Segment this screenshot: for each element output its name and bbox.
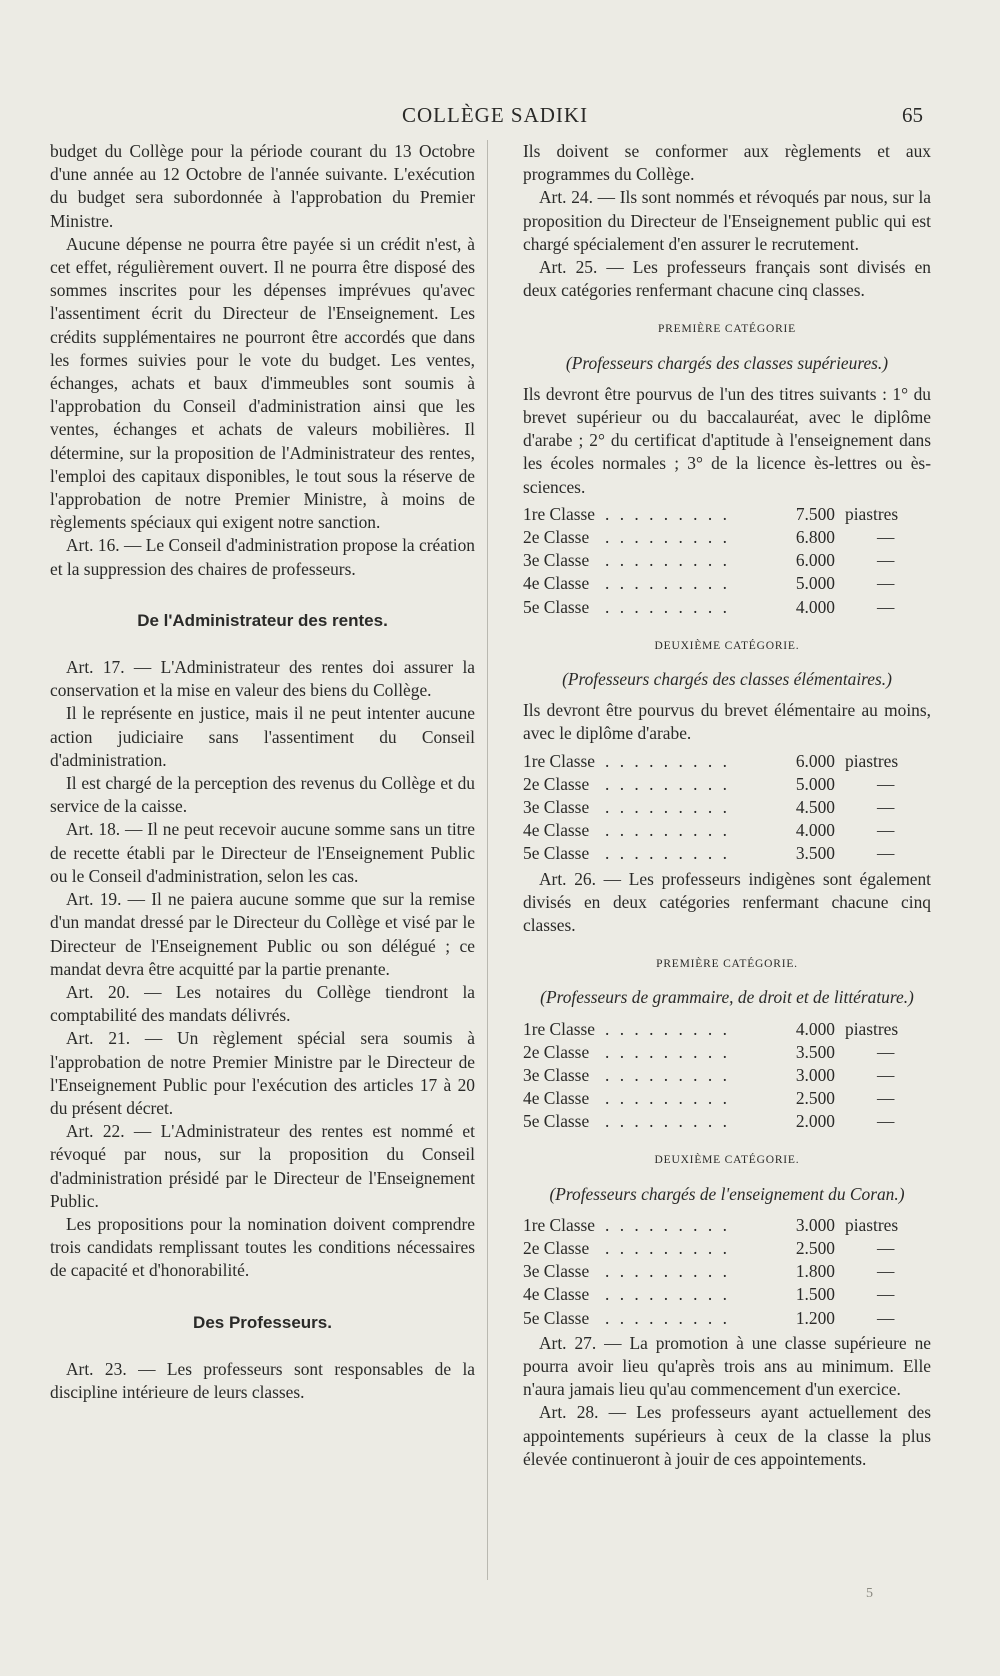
salary-row (523, 1214, 931, 1237)
left-column (50, 140, 475, 1404)
salary-amount: 2.500 (795, 1088, 835, 1109)
paragraph: Art. 20. — Les notaires du Collège tiendront la comptabilité des mandats délivrés. (50, 981, 475, 1026)
paragraph: Art. 26. — Les professeurs indigènes sont également divisés en deux catégories renfermant chacune cinq classes. (523, 868, 931, 935)
running-header (0, 103, 1000, 133)
salary-unit: — (877, 1111, 895, 1132)
paragraph: Art. 16. — Le Conseil d'administration propose la création et la suppression des chaires de professeurs. (50, 535, 475, 579)
salary-amount: 3.000 (795, 1064, 835, 1085)
salary-row (523, 526, 931, 549)
class-label: 3e Classe (523, 1064, 590, 1085)
category-subtitle: (Professeurs chargés de l'enseignement du Coran.) (549, 1183, 905, 1204)
salary-row (523, 750, 931, 773)
paragraph: Art. 24. — Ils sont nommés et révoqués par nous, sur la proposition du Directeur de l'Enseignement public qui est chargé spécialement d'en assurer le recrutement. (523, 187, 931, 254)
leader-dots: . . . . . . . . . (605, 1111, 730, 1132)
salary-amount: 6.000 (795, 550, 835, 571)
salary-unit: — (877, 573, 895, 594)
class-label: 1re Classe (523, 1018, 595, 1039)
salary-row (523, 572, 931, 595)
leader-dots: . . . . . . . . . (605, 527, 730, 548)
salary-amount: 2.000 (795, 1111, 835, 1132)
salary-amount: 1.500 (795, 1284, 835, 1305)
salary-table (523, 750, 931, 866)
salary-amount: 7.500 (795, 503, 835, 524)
paragraph: Art. 22. — L'Administrateur des rentes est nommé et révoqué par nous, sur la proposition du Conseil d'administration présidé par le Directeur de l'Enseignement Public. (50, 1121, 475, 1211)
salary-unit: — (877, 1238, 895, 1259)
salary-unit: piastres (845, 1018, 899, 1039)
class-label: 5e Classe (523, 1111, 590, 1132)
class-label: 4e Classe (523, 1284, 590, 1305)
leader-dots: . . . . . . . . . (605, 1284, 730, 1305)
salary-unit: — (877, 1307, 895, 1328)
class-label: 3e Classe (523, 796, 590, 817)
page-number: 65 (902, 103, 923, 127)
salary-row (523, 1307, 931, 1330)
salary-row (523, 503, 931, 526)
paragraph: Art. 27. — La promotion à une classe supérieure ne pourra avoir lieu qu'après trois ans au minimum. Elle n'aura jamais lieu qu'au commencement d'un exercice. (523, 1332, 931, 1400)
salary-table (523, 503, 931, 619)
salary-unit: — (877, 1261, 895, 1282)
paragraph: Art. 28. — Les professeurs ayant actuellement des appointements supérieurs à ceux de la classe la plus élevée continueront à jouir de ces appointements. (523, 1402, 931, 1469)
salary-unit: — (877, 1064, 895, 1085)
paragraph: Ils devront être pourvus du brevet élémentaire au moins, avec le diplôme d'arabe. (523, 700, 931, 744)
salary-unit: — (877, 773, 895, 794)
paragraph: Aucune dépense ne pourra être payée si un crédit n'est, à cet effet, régulièrement ouvert. Il ne pourra être disposé des sommes inscrites pour les dépenses imprévues qu'avec l'assentiment écrit du Directeur de l'Enseignement. Les crédits supplémentaires ne pourront être accordés que dans les formes suivies pour le vote du budget. Les ventes, échanges, achats et baux d'immeubles sont soumis à l'approbation du Conseil d'administration ainsi que les ventes, échanges et achats de valeurs mobilières. Il détermine, sur la proposition de l'Administrateur des rentes, l'emploi des capitaux disponibles, le tout sous la réserve de l'approbation de notre Premier Ministre, à moins de règlements spéciaux qui exigent notre sanction. (50, 233, 475, 533)
paragraph: Art. 25. — Les professeurs français sont divisés en deux catégories renfermant chacune cinq classes. (523, 257, 931, 301)
class-label: 4e Classe (523, 1088, 590, 1109)
class-label: 3e Classe (523, 550, 590, 571)
category-subtitle: (Professeurs chargés des classes élémentaires.) (562, 668, 892, 689)
section-heading-administrateur: De l'Administrateur des rentes. (137, 610, 388, 630)
leader-dots: . . . . . . . . . (605, 1214, 730, 1235)
salary-unit: — (877, 820, 895, 841)
leader-dots: . . . . . . . . . (605, 1041, 730, 1062)
category-title: DEUXIÈME CATÉGORIE. (654, 639, 800, 652)
salary-unit: — (877, 843, 895, 864)
leader-dots: . . . . . . . . . (605, 750, 730, 771)
salary-amount: 3.000 (795, 1214, 835, 1235)
category-title: PREMIÈRE CATÉGORIE (657, 323, 797, 336)
salary-unit: — (877, 550, 895, 571)
salary-amount: 4.500 (795, 796, 835, 817)
salary-row (523, 596, 931, 619)
paragraph: Art. 23. — Les professeurs sont responsables de la discipline intérieure de leurs classes. (50, 1358, 475, 1402)
salary-amount: 3.500 (795, 1041, 835, 1062)
class-label: 1re Classe (523, 1214, 595, 1235)
salary-amount: 5.000 (795, 773, 835, 794)
leader-dots: . . . . . . . . . (605, 843, 730, 864)
paragraph: Il est chargé de la perception des revenus du Collège et du service de la caisse. (50, 773, 475, 817)
salary-row (523, 1237, 931, 1260)
signature-mark: 5 (866, 1586, 873, 1601)
category-subtitle: (Professeurs de grammaire, de droit et de littérature.) (540, 987, 914, 1008)
salary-row (523, 1087, 931, 1110)
class-label: 4e Classe (523, 820, 590, 841)
class-label: 1re Classe (523, 750, 595, 771)
right-column (523, 140, 931, 1471)
salary-amount: 4.000 (795, 1018, 835, 1039)
paragraph: Art. 19. — Il ne paiera aucune somme que sur la remise d'un mandat dressé par le Directeur du Collège et visé par le Directeur de l'Enseignement Public ou son délégué ; ce mandat devra être acquitté par la partie prenante. (50, 889, 475, 979)
salary-amount: 3.500 (795, 843, 835, 864)
salary-row (523, 549, 931, 572)
salary-row (523, 1018, 931, 1041)
paragraph: Les propositions pour la nomination doivent comprendre trois candidats remplissant toutes les conditions nécessaires de capacité et d'honorabilité. (50, 1213, 475, 1281)
class-label: 2e Classe (523, 1238, 590, 1259)
leader-dots: . . . . . . . . . (605, 1088, 730, 1109)
salary-amount: 2.500 (795, 1238, 835, 1259)
class-label: 2e Classe (523, 1041, 590, 1062)
leader-dots: . . . . . . . . . (605, 1018, 730, 1039)
salary-amount: 6.000 (795, 750, 835, 771)
paragraph: Ils devront être pourvus de l'un des titres suivants : 1° du brevet supérieur ou du baccalauréat, avec le diplôme d'arabe ; 2° du certificat d'aptitude à l'enseignement dans les écoles normales ; 3° de la licence ès-lettres ou ès-sciences. (523, 383, 931, 497)
salary-amount: 6.800 (795, 527, 835, 548)
class-label: 5e Classe (523, 596, 590, 617)
running-title: COLLÈGE SADIKI (402, 103, 589, 127)
salary-table (523, 1214, 931, 1330)
leader-dots: . . . . . . . . . (605, 503, 730, 524)
salary-row (523, 819, 931, 842)
category-title: DEUXIÈME CATÉGORIE. (654, 1154, 800, 1167)
leader-dots: . . . . . . . . . (605, 773, 730, 794)
leader-dots: . . . . . . . . . (605, 1238, 730, 1259)
section-heading-professeurs: Des Professeurs. (193, 1312, 332, 1332)
class-label: 4e Classe (523, 573, 590, 594)
paragraph: Il le représente en justice, mais il ne peut intenter aucune action judiciaire sans l'assentiment du Conseil d'administration. (50, 703, 475, 770)
salary-row (523, 1064, 931, 1087)
salary-unit: piastres (845, 1214, 899, 1235)
salary-unit: — (877, 1041, 895, 1062)
salary-amount: 4.000 (795, 820, 835, 841)
salary-row (523, 1260, 931, 1283)
leader-dots: . . . . . . . . . (605, 573, 730, 594)
salary-amount: 5.000 (795, 573, 835, 594)
leader-dots: . . . . . . . . . (605, 550, 730, 571)
salary-unit: — (877, 796, 895, 817)
salary-row (523, 1041, 931, 1064)
salary-row (523, 842, 931, 865)
paragraph: Ils doivent se conformer aux règlements et aux programmes du Collège. (523, 141, 931, 185)
paragraph: Art. 21. — Un règlement spécial sera soumis à l'approbation de notre Premier Ministre par le Directeur de l'Enseignement Public pour l'exécution des articles 17 à 20 du présent décret. (50, 1028, 475, 1118)
leader-dots: . . . . . . . . . (605, 820, 730, 841)
salary-row (523, 1110, 931, 1133)
salary-unit: — (877, 596, 895, 617)
category-title: PREMIÈRE CATÉGORIE. (656, 958, 798, 971)
salary-unit: — (877, 527, 895, 548)
class-label: 2e Classe (523, 527, 590, 548)
class-label: 3e Classe (523, 1261, 590, 1282)
salary-unit: piastres (845, 750, 899, 771)
salary-amount: 1.200 (795, 1307, 835, 1328)
salary-table (523, 1018, 931, 1134)
leader-dots: . . . . . . . . . (605, 1261, 730, 1282)
class-label: 5e Classe (523, 843, 590, 864)
salary-unit: — (877, 1284, 895, 1305)
class-label: 2e Classe (523, 773, 590, 794)
salary-amount: 4.000 (795, 596, 835, 617)
salary-row (523, 796, 931, 819)
salary-row (523, 773, 931, 796)
class-label: 5e Classe (523, 1307, 590, 1328)
column-divider (487, 140, 488, 1580)
leader-dots: . . . . . . . . . (605, 796, 730, 817)
salary-unit: — (877, 1088, 895, 1109)
paragraph: Art. 18. — Il ne peut recevoir aucune somme sans un titre de recette établi par le Directeur de l'Enseignement Public ou le Conseil d'administration, selon les cas. (50, 819, 475, 886)
leader-dots: . . . . . . . . . (605, 1307, 730, 1328)
salary-row (523, 1283, 931, 1306)
salary-amount: 1.800 (795, 1261, 835, 1282)
class-label: 1re Classe (523, 503, 595, 524)
leader-dots: . . . . . . . . . (605, 596, 730, 617)
category-subtitle: (Professeurs chargés des classes supérieures.) (565, 352, 889, 373)
paragraph: Art. 17. — L'Administrateur des rentes doi assurer la conservation et la mise en valeur des biens du Collège. (50, 657, 475, 701)
salary-unit: piastres (845, 503, 899, 524)
paragraph: budget du Collège pour la période courant du 13 Octobre d'une année au 12 Octobre de l'année suivante. L'exécution du budget sera subordonnée à l'approbation du Premier Ministre. (50, 141, 475, 231)
leader-dots: . . . . . . . . . (605, 1064, 730, 1085)
